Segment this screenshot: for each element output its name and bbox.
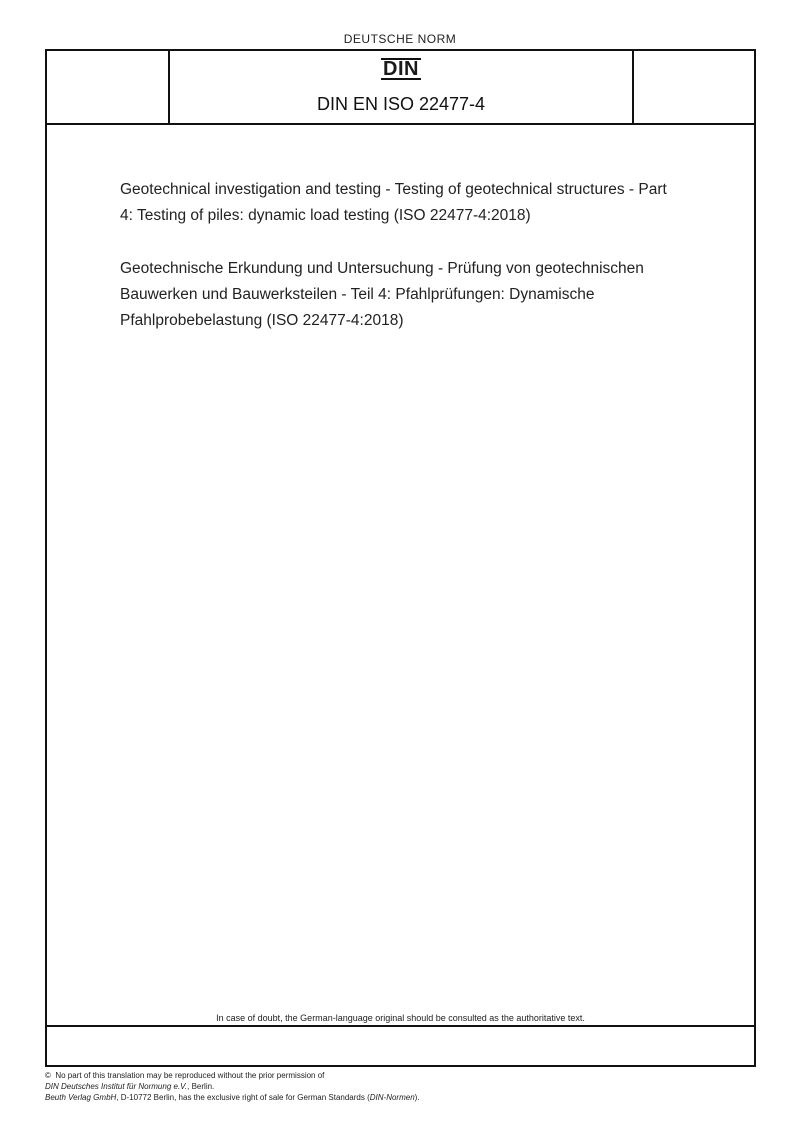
- footer-line3-mid: , D-10772 Berlin, has the exclusive right of sale for German Standards (: [116, 1093, 370, 1102]
- authoritative-text-note: In case of doubt, the German-language original should be consulted as the authoritative text.: [216, 1013, 585, 1023]
- copyright-footer: [45, 1070, 745, 1103]
- bottom-frame: [45, 1025, 756, 1067]
- title-english: Geotechnical investigation and testing - Testing of geotechnical structures - Part 4: Testing of piles: dynamic load testing (ISO 22477-4:2018): [120, 181, 667, 224]
- footer-din-normen: DIN-Normen: [369, 1093, 415, 1102]
- din-logo: [170, 58, 632, 80]
- footer-din-org: DIN Deutsches Institut für Normung e.V.: [45, 1082, 188, 1091]
- header-cell-left: [47, 51, 170, 123]
- din-logo-text: DIN: [383, 58, 419, 80]
- footer-line3-end: ).: [414, 1093, 420, 1102]
- footer-beuth-org: Beuth Verlag GmbH: [45, 1093, 117, 1102]
- header-cell-center: [170, 51, 634, 123]
- title-german: Geotechnische Erkundung und Untersuchung - Prüfung von geotechnischen Bauwerken und Bauwerksteilen - Teil 4: Pfahlprüfungen: Dynamische Pfahlprobebelastung (ISO 22477-4:2018): [120, 260, 644, 329]
- document-type-label: DEUTSCHE NORM: [343, 32, 457, 46]
- footer-line-3: [45, 1092, 745, 1103]
- standard-number: DIN EN ISO 22477-4: [316, 94, 486, 114]
- copyright-symbol: ©: [45, 1071, 51, 1080]
- footer-line2-rest: , Berlin.: [187, 1082, 215, 1091]
- footer-line-2: [45, 1081, 745, 1092]
- footer-line-1: [45, 1070, 745, 1081]
- header-cell-right: [634, 51, 754, 123]
- footer-permission-text: No part of this translation may be reproduced without the prior permission of: [55, 1071, 325, 1080]
- header-frame: [45, 49, 756, 125]
